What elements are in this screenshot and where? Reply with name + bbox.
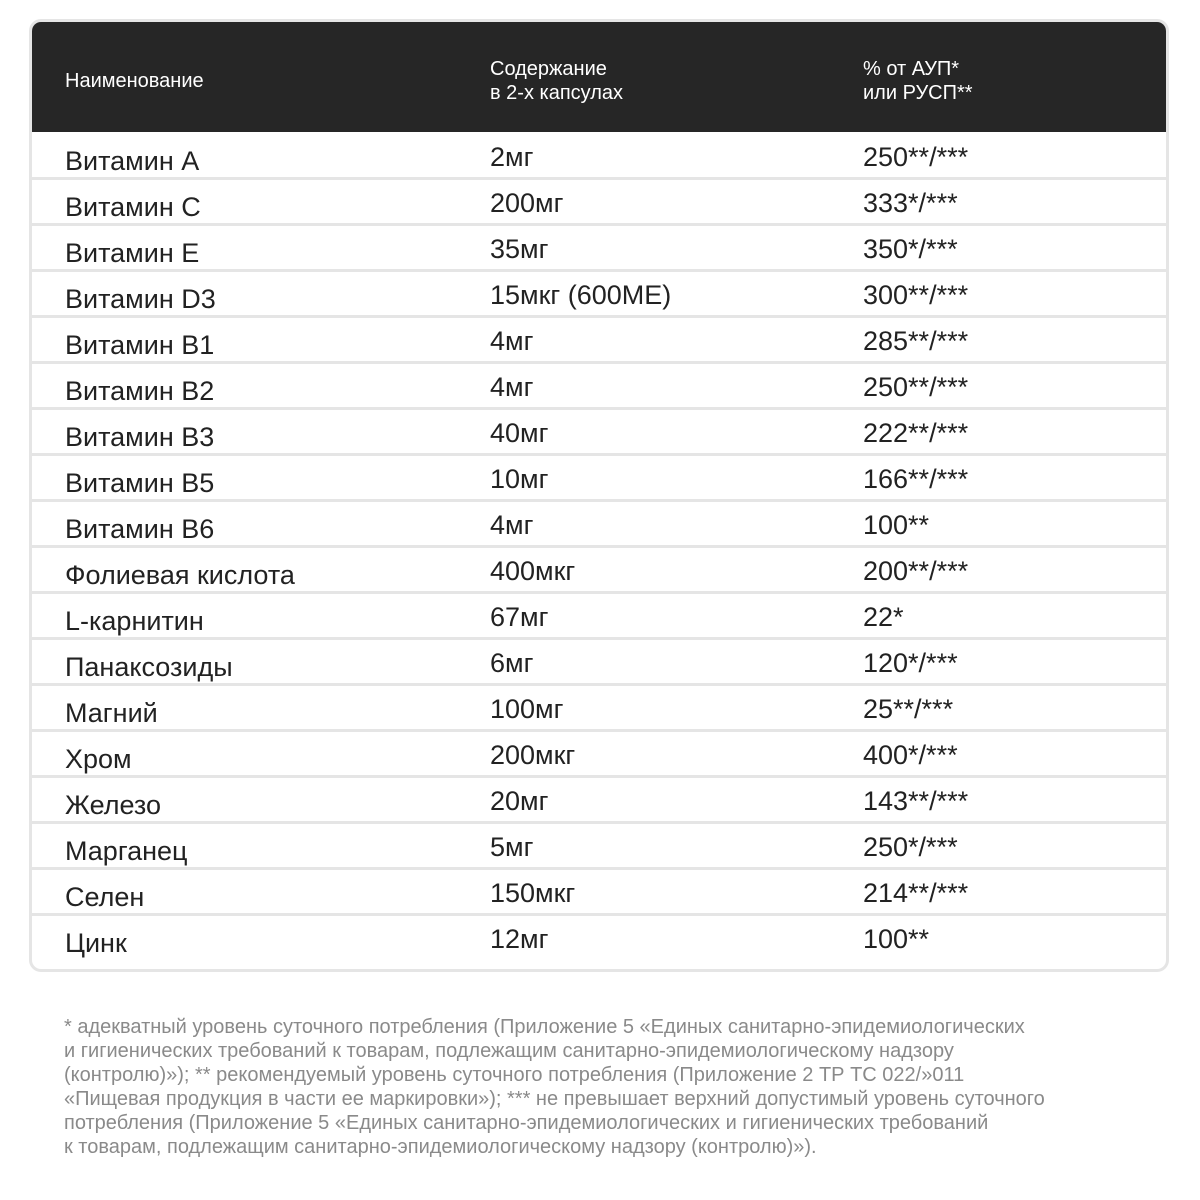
cell-name: L-карнитин [65, 606, 204, 636]
table-row [32, 364, 1166, 410]
cell-percent: 222**/*** [863, 418, 969, 448]
cell-content: 67мг [490, 602, 549, 632]
cell-content: 6мг [490, 648, 534, 678]
cell-name: Фолиевая кислота [65, 560, 295, 590]
cell-content: 4мг [490, 510, 534, 540]
cell-name: Хром [65, 744, 132, 774]
table-row [32, 640, 1166, 686]
cell-name: Витамин В6 [65, 514, 215, 544]
table-row [32, 778, 1166, 824]
cell-percent: 166**/*** [863, 464, 969, 494]
footnote-line: (контролю)»); ** рекомендуемый уровень суточного потребления (Приложение 2 ТР ТС 022/»011 [64, 1064, 965, 1086]
cell-content: 200мкг [490, 740, 576, 770]
footnote [64, 1015, 1174, 1159]
cell-name: Витамин С [65, 192, 201, 222]
header-name-label: Наименование [65, 70, 204, 92]
cell-percent: 400*/*** [863, 740, 958, 770]
cell-content: 100мг [490, 694, 564, 724]
cell-content: 40мг [490, 418, 549, 448]
cell-percent: 214**/*** [863, 878, 969, 908]
cell-percent: 350*/*** [863, 234, 958, 264]
cell-name: Магний [65, 698, 158, 728]
table-row [32, 548, 1166, 594]
footnote-line: к товарам, подлежащим санитарно-эпидемиологическому надзору (контролю)»). [64, 1136, 817, 1158]
cell-name: Марганец [65, 836, 188, 866]
cell-percent: 22* [863, 602, 904, 632]
header-percent-line2: или РУСП** [863, 82, 973, 104]
cell-percent: 100** [863, 510, 930, 540]
cell-name: Цинк [65, 928, 127, 958]
header-content-line2: в 2-х капсулах [490, 82, 624, 104]
cell-content: 35мг [490, 234, 549, 264]
cell-name: Витамин В1 [65, 330, 215, 360]
footnote-line: «Пищевая продукция в части ее маркировки»); *** не превышает верхний допустимый уровень суточного [64, 1088, 1045, 1110]
cell-percent: 333*/*** [863, 188, 958, 218]
table-row [32, 180, 1166, 226]
cell-content: 20мг [490, 786, 549, 816]
cell-content: 15мкг (600МЕ) [490, 280, 672, 310]
cell-percent: 250*/*** [863, 832, 958, 862]
header-content-line1: Содержание [490, 58, 607, 80]
cell-content: 400мкг [490, 556, 576, 586]
cell-content: 10мг [490, 464, 549, 494]
cell-name: Железо [65, 790, 161, 820]
cell-name: Витамин В2 [65, 376, 215, 406]
header-percent-line1: % от АУП* [863, 58, 960, 80]
table-body [32, 134, 1166, 962]
table-row [32, 916, 1166, 962]
cell-percent: 100** [863, 924, 930, 954]
header-percent [863, 57, 1123, 105]
table-header [32, 22, 1166, 132]
cell-percent: 285**/*** [863, 326, 969, 356]
cell-percent: 120*/*** [863, 648, 958, 678]
header-name [65, 69, 204, 93]
cell-content: 5мг [490, 832, 534, 862]
table-row [32, 318, 1166, 364]
table-row [32, 594, 1166, 640]
table-row [32, 134, 1166, 180]
table-row [32, 686, 1166, 732]
footnote-line: и гигиенических требований к товарам, подлежащим санитарно-эпидемиологическому надзору [64, 1040, 954, 1062]
table-row [32, 410, 1166, 456]
cell-percent: 250**/*** [863, 142, 969, 172]
cell-content: 4мг [490, 326, 534, 356]
cell-name: Витамин Е [65, 238, 200, 268]
cell-name: Селен [65, 882, 145, 912]
cell-name: Панаксозиды [65, 652, 233, 682]
nutrient-table [29, 19, 1169, 972]
footnote-line: потребления (Приложение 5 «Единых санитарно-эпидемиологических и гигиенических требований [64, 1112, 989, 1134]
cell-content: 200мг [490, 188, 564, 218]
cell-percent: 25**/*** [863, 694, 954, 724]
cell-content: 2мг [490, 142, 534, 172]
table-row [32, 870, 1166, 916]
table-row [32, 732, 1166, 778]
table-row [32, 502, 1166, 548]
table-row [32, 824, 1166, 870]
cell-percent: 143**/*** [863, 786, 969, 816]
table-row [32, 456, 1166, 502]
cell-content: 150мкг [490, 878, 576, 908]
cell-percent: 300**/*** [863, 280, 969, 310]
table-row [32, 272, 1166, 318]
cell-percent: 250**/*** [863, 372, 969, 402]
cell-name: Витамин А [65, 146, 200, 176]
cell-percent: 200**/*** [863, 556, 969, 586]
cell-content: 12мг [490, 924, 549, 954]
cell-name: Витамин D3 [65, 284, 216, 314]
table-row [32, 226, 1166, 272]
footnote-line: * адекватный уровень суточного потребления (Приложение 5 «Единых санитарно-эпидемиологических [64, 1016, 1025, 1038]
cell-name: Витамин В5 [65, 468, 215, 498]
header-content [490, 57, 750, 105]
cell-name: Витамин В3 [65, 422, 215, 452]
cell-content: 4мг [490, 372, 534, 402]
